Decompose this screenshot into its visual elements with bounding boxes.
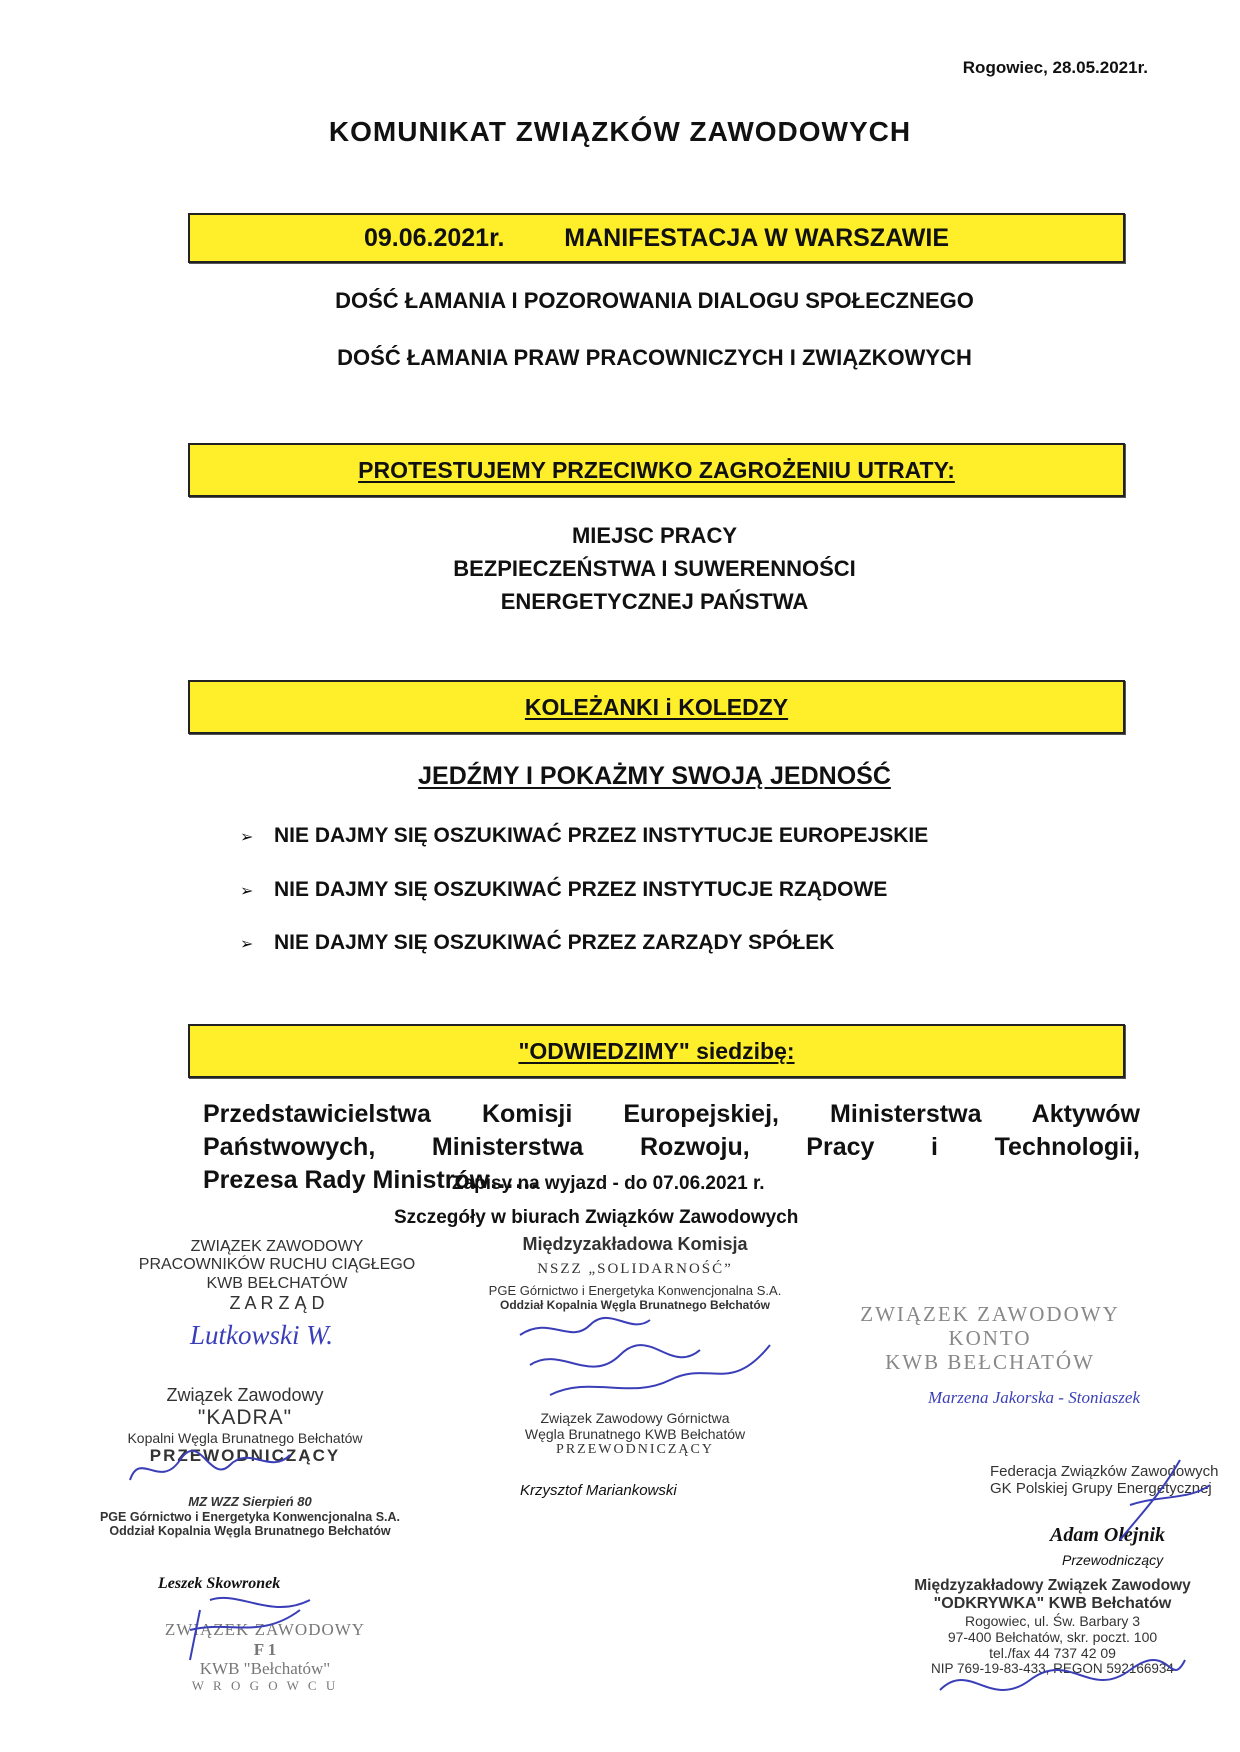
- signup-line-1: Zapisy na wyjazd - do 07.06.2021 r.: [452, 1173, 765, 1194]
- signature-solidarnosc: [510, 1305, 790, 1415]
- stamp-odkrywka: Międzyzakładowy Związek Zawodowy "ODKRYWKA" KWB Bełchatów Rogowiec, ul. Św. Barbary 3 97-400 Bełchatów, skr. poczt. 100 tel./fax 44 737 42 09 NIP 769-19-83-433, REGON 592166934: [914, 1577, 1191, 1677]
- signature-olejnik: [1100, 1455, 1220, 1545]
- manifestation-banner: [188, 213, 1125, 263]
- name-skowronek: Leszek Skowronek: [158, 1575, 281, 1592]
- stamp-solidarnosc: Międzyzakładowa Komisja NSZZ „SOLIDARNOŚĆ” PGE Górnictwo i Energetyka Konwencjonalna S.A. Oddział Kopalnia Węgla Brunatnego Bełchatów: [488, 1234, 782, 1312]
- bullet-1: ➢ NIE DAJMY SIĘ OSZUKIWAĆ PRZEZ INSTYTUCJE EUROPEJSKIE: [240, 824, 929, 847]
- name-olejnik: Adam Olejnik: [1050, 1524, 1166, 1546]
- role-olejnik: Przewodniczący: [1062, 1552, 1164, 1568]
- page-title: KOMUNIKAT ZWIĄZKÓW ZAWODOWYCH: [328, 116, 912, 147]
- protest-banner: [188, 443, 1125, 497]
- stamp-federacja: Federacja Związków Zawodowych GK Polskiej Grupy Energetycznej: [990, 1463, 1219, 1498]
- signature-lutkowski: Lutkowski W.: [190, 1320, 334, 1350]
- visit-heading: "ODWIEDZIMY" siedzibę:: [518, 1038, 795, 1064]
- signup-line-2: Szczegóły w biurach Związków Zawodowych: [394, 1207, 799, 1228]
- threat-3: ENERGETYCZNEJ PAŃSTWA: [500, 589, 809, 614]
- name-mariankowski: Krzysztof Mariankowski: [520, 1482, 677, 1499]
- stamp-sierpien: MZ WZZ Sierpień 80 PGE Górnictwo i Energetyka Konwencjonalna S.A. Oddział Kopalnia Węgla Brunatnego Bełchatów: [99, 1494, 401, 1539]
- stamp-konto: ZWIĄZEK ZAWODOWY KONTO KWB BEŁCHATÓW: [860, 1302, 1120, 1375]
- visit-banner: [188, 1024, 1125, 1078]
- target-line-2: Państwowych, Ministerstwa Rozwoju, Pracy i Technologii,: [203, 1133, 1140, 1161]
- slogan-2: DOŚĆ ŁAMANIA PRAW PRACOWNICZYCH I ZWIĄZKOWYCH: [337, 345, 972, 370]
- bullet-2: ➢ NIE DAJMY SIĘ OSZUKIWAĆ PRZEZ INSTYTUCJE RZĄDOWE: [240, 878, 888, 901]
- bullet-3: ➢ NIE DAJMY SIĘ OSZUKIWAĆ PRZEZ ZARZĄDY SPÓŁEK: [240, 931, 835, 954]
- colleagues-banner: [188, 680, 1125, 734]
- stamp-kadra: Związek Zawodowy "KADRA" Kopalni Węgla Brunatnego Bełchatów PRZEWODNICZĄCY: [127, 1385, 363, 1465]
- place-date: Rogowiec, 28.05.2021r.: [962, 58, 1148, 77]
- target-line-1: Przedstawicielstwa Komisji Europejskiej, Ministerstwa Aktywów: [203, 1100, 1140, 1128]
- stamp-ruchu-ciaglego: ZWIĄZEK ZAWODOWY PRACOWNIKÓW RUCHU CIĄGŁEGO KWB BEŁCHATÓW Z A R Z Ą D: [138, 1238, 416, 1314]
- stamp-f1: ZWIĄZEK ZAWODOWY F 1 KWB "Bełchatów" W R O G O W C U: [164, 1620, 366, 1693]
- stamp-gornictwa: Związek Zawodowy Górnictwa Węgla Brunatnego KWB Bełchatów PRZEWODNICZĄCY: [524, 1410, 746, 1458]
- call-to-action: JEDŹMY I POKAŻMY SWOJĄ JEDNOŚĆ: [418, 762, 891, 790]
- signature-odkrywka: [930, 1640, 1190, 1730]
- signature-f1: [180, 1580, 330, 1670]
- signature-kadra: [120, 1440, 300, 1500]
- manifestation-text: MANIFESTACJA W WARSZAWIE: [564, 224, 950, 252]
- protest-heading: PROTESTUJEMY PRZECIWKO ZAGROŻENIU UTRATY:: [358, 457, 955, 483]
- threat-1: MIEJSC PRACY: [571, 523, 738, 548]
- signature-konto: Marzena Jakorska - Stoniaszek: [928, 1388, 1140, 1407]
- manifestation-date: 09.06.2021r.: [363, 224, 505, 252]
- colleagues-heading: KOLEŻANKI i KOLEDZY: [524, 694, 789, 720]
- slogan-1: DOŚĆ ŁAMANIA I POZOROWANIA DIALOGU SPOŁECZNEGO: [335, 288, 974, 313]
- threat-2: BEZPIECZEŃSTWA I SUWERENNOŚCI: [453, 556, 856, 581]
- target-line-3: Prezesa Rady Ministrów……: [203, 1166, 540, 1194]
